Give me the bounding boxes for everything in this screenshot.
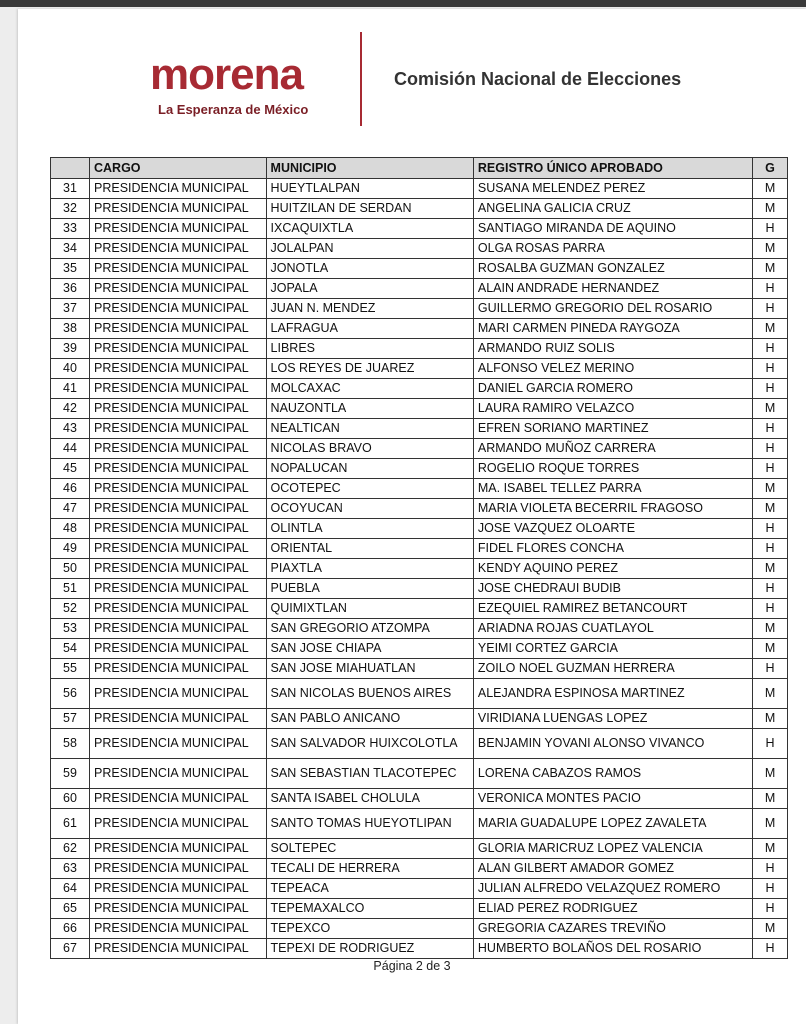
table-row <box>51 539 788 559</box>
registro-cell: EFREN SORIANO MARTINEZ <box>473 419 752 439</box>
registro-cell: JOSE VAZQUEZ OLOARTE <box>473 519 752 539</box>
cargo-cell: PRESIDENCIA MUNICIPAL <box>90 459 267 479</box>
cargo-cell: PRESIDENCIA MUNICIPAL <box>90 839 267 859</box>
gender-cell: M <box>753 839 788 859</box>
registro-cell: MARI CARMEN PINEDA RAYGOZA <box>473 319 752 339</box>
column-header-registro: REGISTRO ÚNICO APROBADO <box>473 158 752 179</box>
gender-cell: M <box>753 919 788 939</box>
gender-cell: H <box>753 579 788 599</box>
registro-cell: LAURA RAMIRO VELAZCO <box>473 399 752 419</box>
gender-cell: H <box>753 859 788 879</box>
municipio-cell: PIAXTLA <box>266 559 473 579</box>
row-number-cell: 46 <box>51 479 90 499</box>
viewer-top-bar <box>0 0 806 7</box>
registro-cell: VIRIDIANA LUENGAS LOPEZ <box>473 709 752 729</box>
header-divider <box>360 32 362 126</box>
row-number-cell: 42 <box>51 399 90 419</box>
table-row <box>51 639 788 659</box>
table-row <box>51 579 788 599</box>
row-number-cell: 57 <box>51 709 90 729</box>
row-number-cell: 45 <box>51 459 90 479</box>
registro-cell: ELIAD PEREZ RODRIGUEZ <box>473 899 752 919</box>
cargo-cell: PRESIDENCIA MUNICIPAL <box>90 199 267 219</box>
row-number-cell: 43 <box>51 419 90 439</box>
registro-cell: YEIMI CORTEZ GARCIA <box>473 639 752 659</box>
column-header-municipio: MUNICIPIO <box>266 158 473 179</box>
registro-cell: ZOILO NOEL GUZMAN HERRERA <box>473 659 752 679</box>
municipio-cell: SAN SEBASTIAN TLACOTEPEC <box>266 759 473 789</box>
gender-cell: H <box>753 879 788 899</box>
row-number-cell: 40 <box>51 359 90 379</box>
cargo-cell: PRESIDENCIA MUNICIPAL <box>90 679 267 709</box>
row-number-cell: 50 <box>51 559 90 579</box>
table-row <box>51 319 788 339</box>
registro-cell: ANGELINA GALICIA CRUZ <box>473 199 752 219</box>
municipio-cell: SANTA ISABEL CHOLULA <box>266 789 473 809</box>
row-number-cell: 41 <box>51 379 90 399</box>
table-row <box>51 199 788 219</box>
registro-cell: OLGA ROSAS PARRA <box>473 239 752 259</box>
gender-cell: M <box>753 759 788 789</box>
table-row <box>51 499 788 519</box>
municipio-cell: SAN PABLO ANICANO <box>266 709 473 729</box>
registro-cell: ALAN GILBERT AMADOR GOMEZ <box>473 859 752 879</box>
table-row <box>51 899 788 919</box>
cargo-cell: PRESIDENCIA MUNICIPAL <box>90 579 267 599</box>
cargo-cell: PRESIDENCIA MUNICIPAL <box>90 729 267 759</box>
table-row <box>51 419 788 439</box>
row-number-cell: 61 <box>51 809 90 839</box>
table-row <box>51 239 788 259</box>
gender-cell: H <box>753 439 788 459</box>
municipio-cell: JOLALPAN <box>266 239 473 259</box>
cargo-cell: PRESIDENCIA MUNICIPAL <box>90 419 267 439</box>
cargo-cell: PRESIDENCIA MUNICIPAL <box>90 899 267 919</box>
municipio-cell: JUAN N. MENDEZ <box>266 299 473 319</box>
table-row <box>51 619 788 639</box>
municipio-cell: TEPEXI DE RODRIGUEZ <box>266 939 473 959</box>
row-number-cell: 56 <box>51 679 90 709</box>
gender-cell: M <box>753 559 788 579</box>
row-number-cell: 52 <box>51 599 90 619</box>
municipio-cell: PUEBLA <box>266 579 473 599</box>
table-row <box>51 839 788 859</box>
municipio-cell: OCOYUCAN <box>266 499 473 519</box>
gender-cell: M <box>753 789 788 809</box>
gender-cell: H <box>753 939 788 959</box>
row-number-cell: 37 <box>51 299 90 319</box>
gender-cell: H <box>753 219 788 239</box>
cargo-cell: PRESIDENCIA MUNICIPAL <box>90 299 267 319</box>
registro-cell: HUMBERTO BOLAÑOS DEL ROSARIO <box>473 939 752 959</box>
cargo-cell: PRESIDENCIA MUNICIPAL <box>90 639 267 659</box>
table-row <box>51 459 788 479</box>
row-number-cell: 60 <box>51 789 90 809</box>
municipio-cell: JONOTLA <box>266 259 473 279</box>
municipio-cell: SAN JOSE MIAHUATLAN <box>266 659 473 679</box>
table-row <box>51 879 788 899</box>
registro-cell: KENDY AQUINO PEREZ <box>473 559 752 579</box>
registro-cell: MARIA VIOLETA BECERRIL FRAGOSO <box>473 499 752 519</box>
row-number-cell: 38 <box>51 319 90 339</box>
row-number-cell: 51 <box>51 579 90 599</box>
cargo-cell: PRESIDENCIA MUNICIPAL <box>90 759 267 789</box>
registro-cell: GUILLERMO GREGORIO DEL ROSARIO <box>473 299 752 319</box>
registro-cell: GLORIA MARICRUZ LOPEZ VALENCIA <box>473 839 752 859</box>
gender-cell: M <box>753 259 788 279</box>
row-number-cell: 59 <box>51 759 90 789</box>
row-number-cell: 34 <box>51 239 90 259</box>
municipio-cell: HUITZILAN DE SERDAN <box>266 199 473 219</box>
gender-cell: M <box>753 709 788 729</box>
registro-cell: SUSANA MELENDEZ PEREZ <box>473 179 752 199</box>
row-number-cell: 48 <box>51 519 90 539</box>
table-row <box>51 399 788 419</box>
municipio-cell: SANTO TOMAS HUEYOTLIPAN <box>266 809 473 839</box>
cargo-cell: PRESIDENCIA MUNICIPAL <box>90 809 267 839</box>
cargo-cell: PRESIDENCIA MUNICIPAL <box>90 279 267 299</box>
table-row <box>51 919 788 939</box>
municipio-cell: SAN SALVADOR HUIXCOLOTLA <box>266 729 473 759</box>
gender-cell: M <box>753 179 788 199</box>
registro-cell: ALAIN ANDRADE HERNANDEZ <box>473 279 752 299</box>
cargo-cell: PRESIDENCIA MUNICIPAL <box>90 599 267 619</box>
cargo-cell: PRESIDENCIA MUNICIPAL <box>90 619 267 639</box>
gender-cell: M <box>753 679 788 709</box>
cargo-cell: PRESIDENCIA MUNICIPAL <box>90 339 267 359</box>
municipio-cell: NOPALUCAN <box>266 459 473 479</box>
row-number-cell: 63 <box>51 859 90 879</box>
gender-cell: M <box>753 319 788 339</box>
municipio-cell: SAN GREGORIO ATZOMPA <box>266 619 473 639</box>
table-row <box>51 179 788 199</box>
municipio-cell: IXCAQUIXTLA <box>266 219 473 239</box>
gender-cell: H <box>753 359 788 379</box>
municipio-cell: TEPEXCO <box>266 919 473 939</box>
row-number-cell: 44 <box>51 439 90 459</box>
cargo-cell: PRESIDENCIA MUNICIPAL <box>90 479 267 499</box>
commission-title: Comisión Nacional de Elecciones <box>394 69 682 89</box>
municipio-cell: TEPEACA <box>266 879 473 899</box>
table-row <box>51 219 788 239</box>
row-number-cell: 31 <box>51 179 90 199</box>
municipio-cell: SAN JOSE CHIAPA <box>266 639 473 659</box>
table-row <box>51 379 788 399</box>
cargo-cell: PRESIDENCIA MUNICIPAL <box>90 259 267 279</box>
registro-cell: MARIA GUADALUPE LOPEZ ZAVALETA <box>473 809 752 839</box>
gender-cell: H <box>753 899 788 919</box>
row-number-cell: 66 <box>51 919 90 939</box>
row-number-cell: 33 <box>51 219 90 239</box>
registro-cell: ROSALBA GUZMAN GONZALEZ <box>473 259 752 279</box>
municipio-cell: MOLCAXAC <box>266 379 473 399</box>
registro-cell: ARMANDO MUÑOZ CARRERA <box>473 439 752 459</box>
morena-logo <box>150 50 340 125</box>
table-row <box>51 809 788 839</box>
gender-cell: M <box>753 399 788 419</box>
gender-cell: H <box>753 279 788 299</box>
cargo-cell: PRESIDENCIA MUNICIPAL <box>90 319 267 339</box>
gender-cell: M <box>753 639 788 659</box>
gender-cell: H <box>753 299 788 319</box>
municipio-cell: LAFRAGUA <box>266 319 473 339</box>
registro-cell: JULIAN ALFREDO VELAZQUEZ ROMERO <box>473 879 752 899</box>
row-number-cell: 58 <box>51 729 90 759</box>
table-row <box>51 679 788 709</box>
document-page <box>18 9 806 1024</box>
logo-tagline: La Esperanza de México <box>158 102 309 117</box>
table-row <box>51 339 788 359</box>
municipio-cell: HUEYTLALPAN <box>266 179 473 199</box>
row-number-cell: 35 <box>51 259 90 279</box>
gender-cell: H <box>753 729 788 759</box>
cargo-cell: PRESIDENCIA MUNICIPAL <box>90 379 267 399</box>
registro-cell: SANTIAGO MIRANDA DE AQUINO <box>473 219 752 239</box>
table-row <box>51 279 788 299</box>
gender-cell: H <box>753 519 788 539</box>
row-number-cell: 55 <box>51 659 90 679</box>
cargo-cell: PRESIDENCIA MUNICIPAL <box>90 559 267 579</box>
table-row <box>51 939 788 959</box>
gender-cell: M <box>753 199 788 219</box>
municipio-cell: NICOLAS BRAVO <box>266 439 473 459</box>
gender-cell: H <box>753 459 788 479</box>
municipio-cell: NAUZONTLA <box>266 399 473 419</box>
table-row <box>51 559 788 579</box>
page-number: Página 2 de 3 <box>373 959 451 973</box>
municipio-cell: NEALTICAN <box>266 419 473 439</box>
table-row <box>51 359 788 379</box>
cargo-cell: PRESIDENCIA MUNICIPAL <box>90 499 267 519</box>
gender-cell: H <box>753 339 788 359</box>
table-row <box>51 709 788 729</box>
table-header-row <box>51 158 788 179</box>
municipio-cell: TECALI DE HERRERA <box>266 859 473 879</box>
cargo-cell: PRESIDENCIA MUNICIPAL <box>90 879 267 899</box>
row-number-cell: 36 <box>51 279 90 299</box>
registro-cell: MA. ISABEL TELLEZ PARRA <box>473 479 752 499</box>
row-number-cell: 54 <box>51 639 90 659</box>
column-header-cargo: CARGO <box>90 158 267 179</box>
registro-cell: ALEJANDRA ESPINOSA MARTINEZ <box>473 679 752 709</box>
table-row <box>51 789 788 809</box>
registro-cell: JOSE CHEDRAUI BUDIB <box>473 579 752 599</box>
cargo-cell: PRESIDENCIA MUNICIPAL <box>90 219 267 239</box>
gender-cell: H <box>753 419 788 439</box>
municipio-cell: OLINTLA <box>266 519 473 539</box>
gender-cell: H <box>753 379 788 399</box>
candidates-table <box>50 157 788 959</box>
cargo-cell: PRESIDENCIA MUNICIPAL <box>90 919 267 939</box>
cargo-cell: PRESIDENCIA MUNICIPAL <box>90 859 267 879</box>
table-row <box>51 759 788 789</box>
row-number-cell: 64 <box>51 879 90 899</box>
table-row <box>51 479 788 499</box>
row-number-cell: 62 <box>51 839 90 859</box>
gender-cell: M <box>753 499 788 519</box>
municipio-cell: OCOTEPEC <box>266 479 473 499</box>
registro-cell: GREGORIA CAZARES TREVIÑO <box>473 919 752 939</box>
cargo-cell: PRESIDENCIA MUNICIPAL <box>90 359 267 379</box>
registro-cell: DANIEL GARCIA ROMERO <box>473 379 752 399</box>
cargo-cell: PRESIDENCIA MUNICIPAL <box>90 789 267 809</box>
gender-cell: M <box>753 479 788 499</box>
cargo-cell: PRESIDENCIA MUNICIPAL <box>90 659 267 679</box>
table-row <box>51 299 788 319</box>
municipio-cell: ORIENTAL <box>266 539 473 559</box>
registro-cell: VERONICA MONTES PACIO <box>473 789 752 809</box>
logo-wordmark: morena <box>150 50 303 99</box>
row-number-cell: 65 <box>51 899 90 919</box>
cargo-cell: PRESIDENCIA MUNICIPAL <box>90 439 267 459</box>
table-row <box>51 599 788 619</box>
municipio-cell: QUIMIXTLAN <box>266 599 473 619</box>
gender-cell: H <box>753 599 788 619</box>
table-row <box>51 439 788 459</box>
row-number-cell: 53 <box>51 619 90 639</box>
municipio-cell: JOPALA <box>266 279 473 299</box>
gender-cell: M <box>753 239 788 259</box>
gender-cell: M <box>753 809 788 839</box>
row-number-cell: 49 <box>51 539 90 559</box>
column-header-number <box>51 158 90 179</box>
table-row <box>51 659 788 679</box>
municipio-cell: SAN NICOLAS BUENOS AIRES <box>266 679 473 709</box>
row-number-cell: 47 <box>51 499 90 519</box>
row-number-cell: 32 <box>51 199 90 219</box>
table-row <box>51 859 788 879</box>
cargo-cell: PRESIDENCIA MUNICIPAL <box>90 939 267 959</box>
municipio-cell: LOS REYES DE JUAREZ <box>266 359 473 379</box>
municipio-cell: LIBRES <box>266 339 473 359</box>
cargo-cell: PRESIDENCIA MUNICIPAL <box>90 239 267 259</box>
registro-cell: ALFONSO VELEZ MERINO <box>473 359 752 379</box>
registro-cell: ARMANDO RUIZ SOLIS <box>473 339 752 359</box>
gender-cell: H <box>753 539 788 559</box>
registro-cell: ARIADNA ROJAS CUATLAYOL <box>473 619 752 639</box>
cargo-cell: PRESIDENCIA MUNICIPAL <box>90 399 267 419</box>
table-row <box>51 259 788 279</box>
registro-cell: BENJAMIN YOVANI ALONSO VIVANCO <box>473 729 752 759</box>
row-number-cell: 39 <box>51 339 90 359</box>
cargo-cell: PRESIDENCIA MUNICIPAL <box>90 539 267 559</box>
municipio-cell: TEPEMAXALCO <box>266 899 473 919</box>
registro-cell: LORENA CABAZOS RAMOS <box>473 759 752 789</box>
cargo-cell: PRESIDENCIA MUNICIPAL <box>90 179 267 199</box>
column-header-gender: G <box>753 158 788 179</box>
row-number-cell: 67 <box>51 939 90 959</box>
municipio-cell: SOLTEPEC <box>266 839 473 859</box>
table-body <box>51 179 788 959</box>
table-row <box>51 729 788 759</box>
registro-cell: FIDEL FLORES CONCHA <box>473 539 752 559</box>
registro-cell: ROGELIO ROQUE TORRES <box>473 459 752 479</box>
registro-cell: EZEQUIEL RAMIREZ BETANCOURT <box>473 599 752 619</box>
cargo-cell: PRESIDENCIA MUNICIPAL <box>90 709 267 729</box>
cargo-cell: PRESIDENCIA MUNICIPAL <box>90 519 267 539</box>
table-row <box>51 519 788 539</box>
gender-cell: M <box>753 619 788 639</box>
gender-cell: H <box>753 659 788 679</box>
